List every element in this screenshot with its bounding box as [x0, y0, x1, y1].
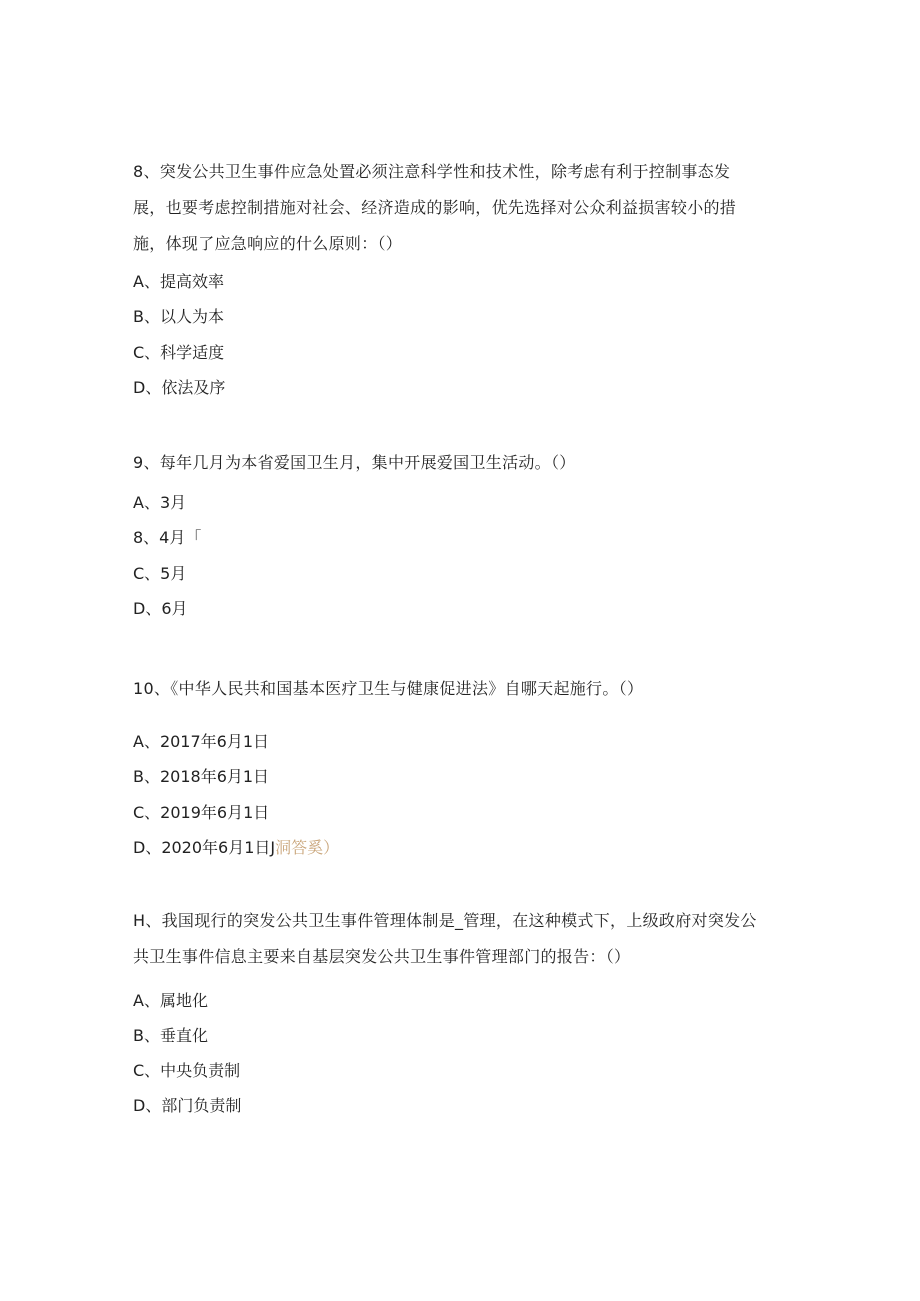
question-11-option-b: B、垂直化 [133, 1026, 208, 1045]
question-10-line-1: 10、《中华人民共和国基本医疗卫生与健康促进法》自哪天起施行。（） [133, 679, 644, 698]
question-9 [133, 445, 793, 481]
question-10 [133, 671, 793, 707]
question-10-option-c: C、2019年6月1日 [133, 803, 270, 822]
question-9-option-b: 8、4月「 [133, 528, 202, 547]
question-8-option-c: C、科学适度 [133, 343, 225, 362]
answer-mark: 洞答奚） [275, 838, 340, 857]
question-8-option-d: D、依法及序 [133, 378, 226, 397]
question-11-line-2: 共卫生事件信息主要来自基层突发公共卫生事件管理部门的报告：（） [133, 947, 631, 966]
question-11-line-1: H、我国现行的突发公共卫生事件管理体制是_管理，在这种模式下，上级政府对突发公 [133, 911, 757, 930]
question-8 [133, 154, 793, 262]
question-9-line-1: 9、每年几月为本省爱国卫生月，集中开展爱国卫生活动。（） [133, 453, 576, 472]
question-9-option-c: C、5月 [133, 564, 187, 583]
question-11-option-a: A、属地化 [133, 991, 208, 1010]
question-9-option-d: D、6月 [133, 599, 188, 618]
question-8-option-b: B、以人为本 [133, 307, 224, 326]
question-10-option-b: B、2018年6月1日 [133, 767, 270, 786]
question-9-option-a: A、3月 [133, 493, 187, 512]
question-8-line-2: 展，也要考虑控制措施对社会、经济造成的影响，优先选择对公众利益损害较小的措 [133, 198, 737, 217]
question-8-line-1: 8、突发公共卫生事件应急处置必须注意科学性和技术性，除考虑有利于控制事态发 [133, 162, 731, 181]
question-11-option-c: C、中央负责制 [133, 1061, 241, 1080]
question-10-option-d-text: D、2020年6月1日J [133, 838, 276, 857]
question-8-option-a: A、提高效率 [133, 272, 224, 291]
question-10-option-a: A、2017年6月1日 [133, 732, 270, 751]
question-10-option-d [133, 837, 339, 859]
question-11 [133, 903, 793, 975]
question-11-option-d: D、部门负责制 [133, 1096, 242, 1115]
question-8-line-3: 施，体现了应急响应的什么原则：（） [133, 234, 403, 253]
